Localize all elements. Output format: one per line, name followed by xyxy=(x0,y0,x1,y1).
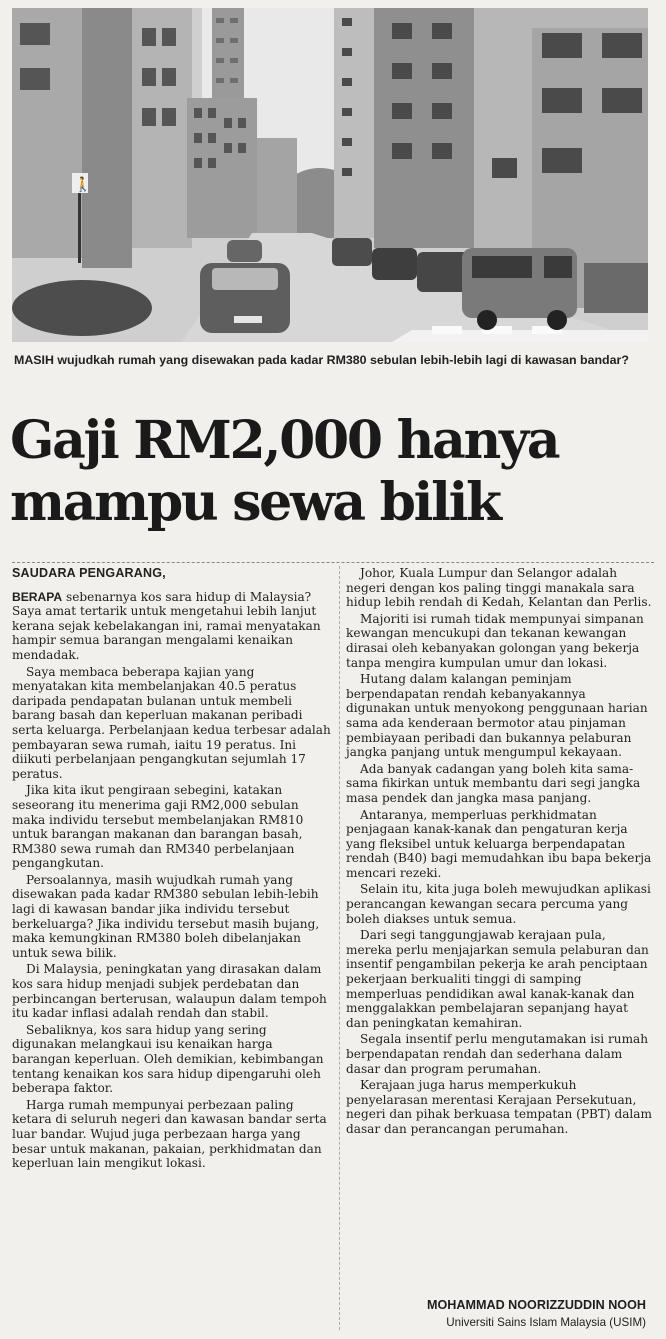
caption-text: wujudkah rumah yang disewakan pada kadar RM380 sebulan lebih-lebih lagi di kawasan bandar? xyxy=(57,353,629,367)
paragraph: Harga rumah mempunyai perbezaan paling ketara di seluruh negeri dan kawasan bandar serta luar bandar. Wujud juga perbezaan harga yang besar untuk makanan, pakaian, perkhidmatan dan keperluan lain mengikut lokasi. xyxy=(12,1097,327,1171)
paragraph: Ada banyak cadangan yang boleh kita sama-sama fikirkan untuk membantu dari segi jangka masa pendek dan jangka masa panjang. xyxy=(346,761,641,805)
headline-line-2: mampu sewa bilik xyxy=(10,472,500,533)
svg-text:🚶: 🚶 xyxy=(74,177,92,193)
left-column xyxy=(12,566,332,1173)
paragraph: Sebaliknya, kos sara hidup yang sering digunakan melangkaui isu kenaikan harga barangan keperluan. Oleh demikian, kebimbangan tentang kenaikan kos sara hidup dipengaruhi oleh beberapa faktor. xyxy=(12,1022,324,1096)
paragraph xyxy=(12,590,332,663)
paragraph-text: sebenarnya kos sara hidup di Malaysia? Saya amat tertarik untuk mengetahui lebih lanjut kerana sejak kebelakangan ini, ramai menyatakan hampir semua barangan mengalami kenaikan mendadak. xyxy=(12,589,321,662)
right-column xyxy=(346,566,652,1139)
paragraph: Persoalannya, masih wujudkah rumah yang disewakan pada kadar RM380 sebulan lebih-lebih lagi di kawasan bandar jika individu tersebut berkeluarga? Jika individu tersebut masih bujang, maka kemungkinan RM380 boleh dibelanjakan untuk sewa bilik. xyxy=(12,872,320,960)
column-divider xyxy=(339,566,340,1330)
paragraph: Segala insentif perlu mengutamakan isi rumah berpendapatan rendah dan sederhana dalam dasar dan program perumahan. xyxy=(346,1032,649,1076)
headline-line-1: Gaji RM2,000 hanya xyxy=(10,410,559,471)
author-affiliation: Universiti Sains Islam Malaysia (USIM) xyxy=(446,1316,646,1329)
paragraph: Majoriti isi rumah tidak mempunyai simpanan kewangan mencukupi dan tekanan kewangan dirasai oleh kebanyakan golongan yang bekerja tanpa mengira kumpulan umur dan lokasi. xyxy=(346,611,644,670)
paragraph: Dari segi tanggungjawab kerajaan pula, mereka perlu menjajarkan semula pelaburan dan insentif pengambilan pekerja ke arah penciptaan pekerjaan berkualiti tinggi di samping memperluas pendidikan awal kanak-kanak dan menggalakkan pembelajaran sepanjang hayat dan peningkatan kemahiran. xyxy=(346,928,649,1030)
lead-word: BERAPA xyxy=(12,589,63,604)
paragraph: Saya membaca beberapa kajian yang menyatakan kita membelanjakan 40.5 peratus daripada pendapatan bulanan untuk membeli barang basah dan keperluan makanan peribadi serta keluarga. Perbelanjaan kedua terbesar adalah pembayaran sewa rumah, iaitu 19 peratus. Ini diikuti perbelanjaan pengangkutan sejumlah 17 peratus. xyxy=(12,664,331,781)
paragraph: Antaranya, memperluas perkhidmatan penjagaan kanak-kanak dan pengaturan kerja yang fleksibel untuk keluarga berpendapatan rendah (B40) bagi memudahkan ibu bapa bekerja mencari rezeki. xyxy=(346,807,652,880)
paragraph: Di Malaysia, peningkatan yang dirasakan dalam kos sara hidup menjadi subjek perdebatan dan perbincangan berterusan, walaupun dalam tempoh itu kadar inflasi adalah rendah dan stabil. xyxy=(12,962,327,1021)
salutation: SAUDARA PENGARANG, xyxy=(12,566,166,580)
paragraph: Kerajaan juga harus memperkukuh penyelarasan merentasi Kerajaan Persekutuan, negeri dan pihak berkuasa tempatan (PBT) dalam dasar dan perancangan perumahan. xyxy=(346,1078,652,1136)
paragraph: Johor, Kuala Lumpur dan Selangor adalah negeri dengan kos paling tinggi manakala sara hidup lebih rendah di Kedah, Kelantan dan Perlis. xyxy=(346,566,652,610)
headline xyxy=(10,410,658,534)
paragraph: Selain itu, kita juga boleh mewujudkan aplikasi perancangan kewangan secara percuma yang boleh diakses untuk semua. xyxy=(346,882,651,926)
photo-caption xyxy=(14,352,644,369)
author-name: MOHAMMAD NOORIZZUDDIN NOOH xyxy=(427,1298,646,1312)
caption-lead-word: MASIH xyxy=(14,353,54,367)
paragraph: Hutang dalam kalangan peminjam berpendapatan rendah kebanyakannya digunakan untuk menyokong penggunaan harian sama ada kenderaan bermotor atau pinjaman pembiayaan peribadi dan bukannya pelaburan jangka panjang untuk mengumpul kekayaan. xyxy=(346,672,648,760)
top-rule xyxy=(12,562,654,563)
paragraph: Jika kita ikut pengiraan sebegini, katakan seseorang itu menerima gaji RM2,000 sebulan maka individu tersebut membelanjakan RM810 untuk barangan makanan dan barangan basah, RM380 sewa rumah dan RM340 perbelanjaan pengangkutan. xyxy=(12,783,304,871)
apartment-street-photo xyxy=(12,8,648,342)
